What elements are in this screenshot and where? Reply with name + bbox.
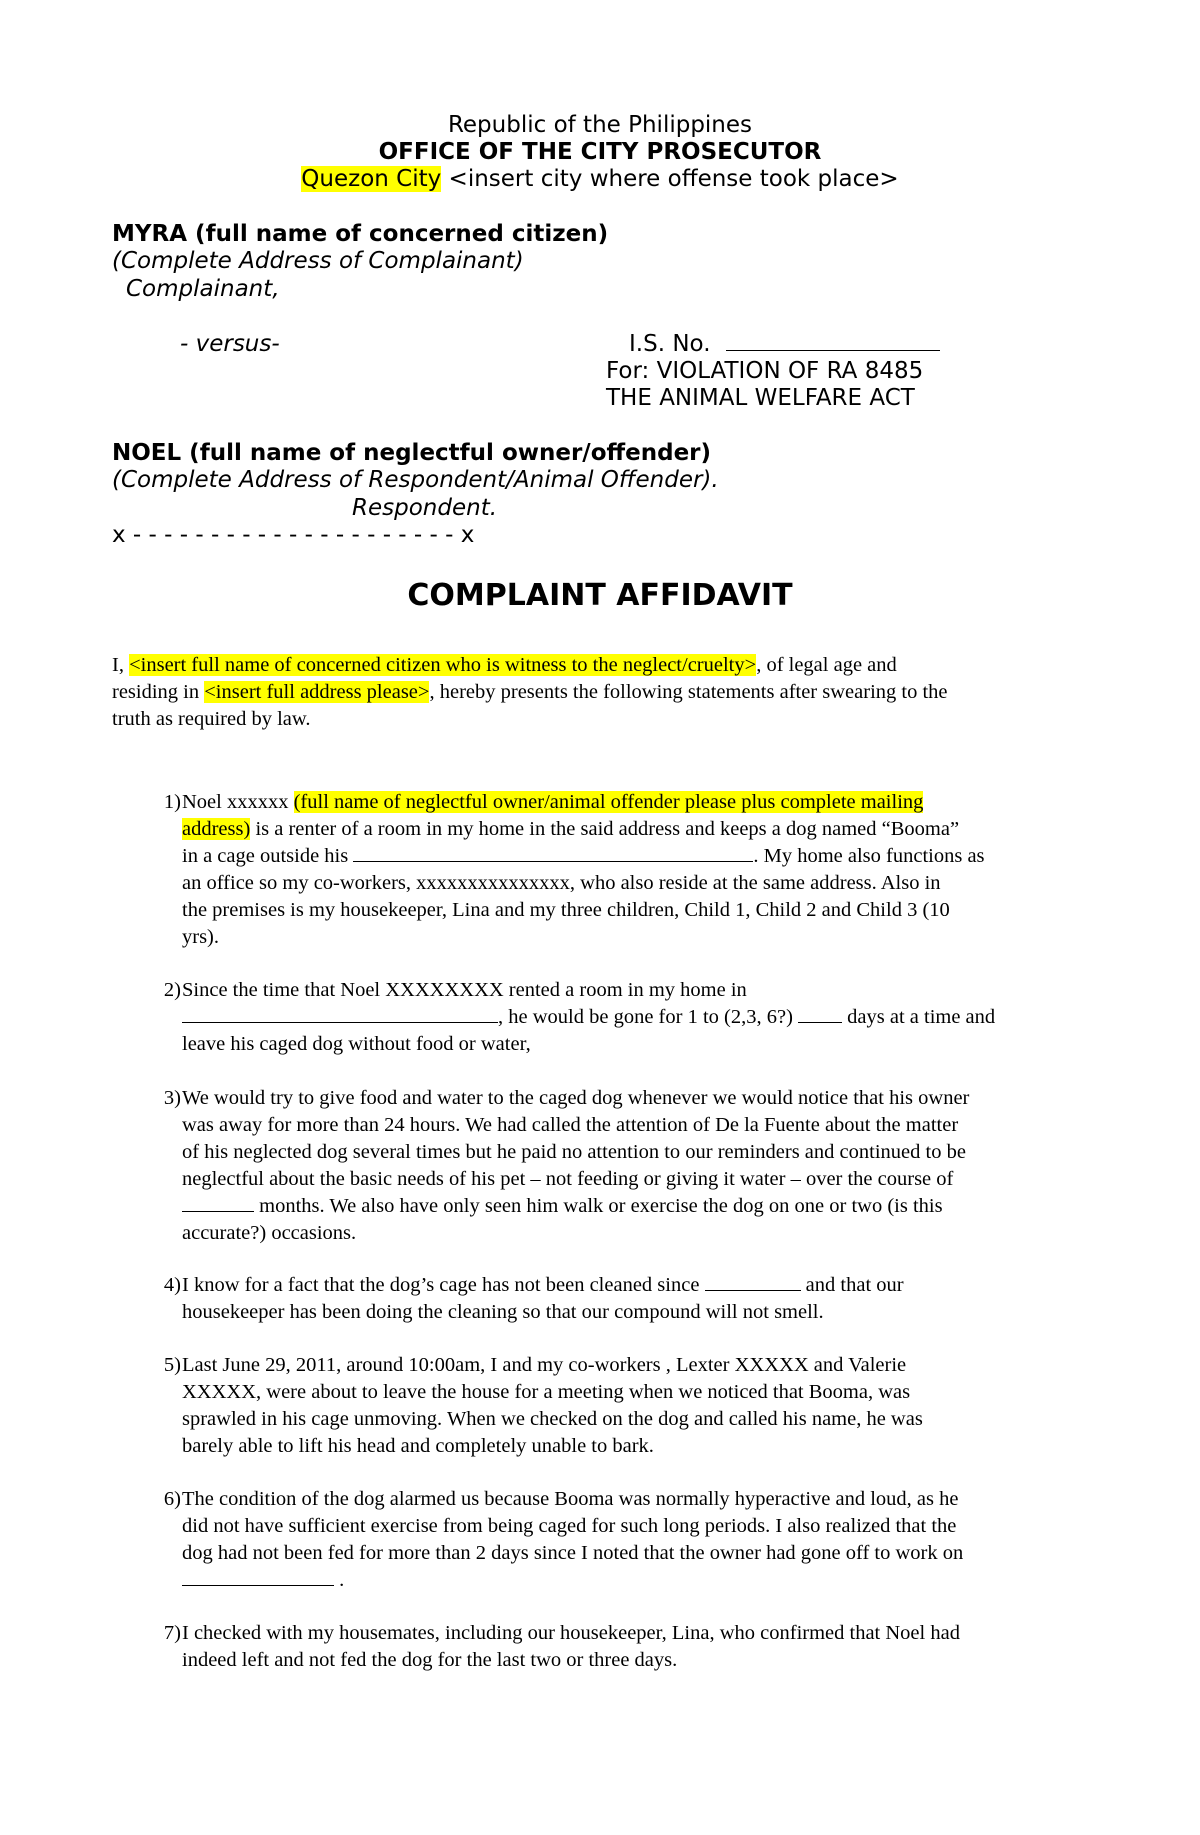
- fill-blank: [353, 843, 753, 862]
- office-line: OFFICE OF THE CITY PROSECUTOR: [378, 139, 822, 165]
- item-line: Last June 29, 2011, around 10:00am, I and my co-workers , Lexter XXXXX and Valerie: [182, 1354, 907, 1376]
- intro-text: , of legal age and: [756, 654, 897, 676]
- versus-line: - versus-: [180, 331, 280, 357]
- complainant-name: MYRA (full name of concerned citizen): [112, 221, 609, 247]
- item-line: Since the time that Noel XXXXXXXX rented a room in my home in: [182, 979, 747, 1001]
- intro-text: , hereby presents the following statements after swearing to the: [429, 681, 948, 703]
- city-note: <insert city where offense took place>: [441, 166, 899, 192]
- respondent-role: Respondent.: [352, 495, 498, 521]
- item-line: indeed left and not fed the dog for the last two or three days.: [182, 1649, 678, 1671]
- item-line: accurate?) occasions.: [182, 1222, 357, 1244]
- intro-text: I,: [112, 654, 130, 676]
- item-line: barely able to lift his head and completely unable to bark.: [182, 1435, 654, 1457]
- intro-text: residing in: [112, 681, 205, 703]
- item-text: [182, 1085, 1092, 1247]
- respondent-name: NOEL (full name of neglectful owner/offender): [112, 440, 712, 466]
- complainant-address: (Complete Address of Complainant): [112, 248, 524, 274]
- item-line: an office so my co-workers, xxxxxxxxxxxxxxx, who also reside at the same address. Also in: [182, 872, 941, 894]
- item-line: I know for a fact that the dog’s cage has not been cleaned since: [182, 1274, 705, 1296]
- offender-highlight: address): [182, 818, 251, 840]
- city-line: [0, 166, 1200, 193]
- offender-highlight: (full name of neglectful owner/animal offender please plus complete mailing: [293, 791, 924, 813]
- violation-line: For: VIOLATION OF RA 8485: [606, 358, 924, 384]
- fill-blank: [182, 1193, 254, 1212]
- item-number: 6): [163, 1488, 181, 1510]
- item-line: the premises is my housekeeper, Lina and my three children, Child 1, Child 2 and Child 3 (10: [182, 899, 950, 921]
- is-no-blank: [726, 332, 940, 351]
- item-number: 3): [163, 1087, 181, 1109]
- item-line: did not have sufficient exercise from being caged for such long periods. I also realized that the: [182, 1515, 957, 1537]
- item-line: , he would be gone for 1 to (2,3, 6?): [498, 1006, 799, 1028]
- item-line: and that our: [800, 1274, 904, 1296]
- item-line: leave his caged dog without food or water,: [182, 1033, 531, 1055]
- item-line: days at a time and: [842, 1006, 996, 1028]
- is-no-line: [629, 331, 940, 358]
- item-line: . My home also functions as: [753, 845, 985, 867]
- item-text: [182, 1620, 1092, 1674]
- caption-separator: x - - - - - - - - - - - - - - - - - - - - - x: [112, 522, 475, 548]
- item-line: .: [334, 1569, 345, 1591]
- republic-line: Republic of the Philippines: [447, 112, 753, 138]
- item-text: [182, 1272, 1092, 1326]
- city-highlight: Quezon City: [301, 166, 442, 192]
- item-line: Noel xxxxxx: [182, 791, 294, 813]
- item-text: [182, 1352, 1092, 1460]
- item-number: 5): [163, 1354, 181, 1376]
- is-no-label: I.S. No.: [629, 331, 711, 357]
- item-line: sprawled in his cage unmoving. When we checked on the dog and called his name, he was: [182, 1408, 923, 1430]
- item-number: 2): [163, 979, 181, 1001]
- item-line: dog had not been fed for more than 2 days since I noted that the owner had gone off to work on: [182, 1542, 964, 1564]
- item-line: I checked with my housemates, including our housekeeper, Lina, who confirmed that Noel had: [182, 1622, 960, 1644]
- item-line: was away for more than 24 hours. We had called the attention of De la Fuente about the matter: [182, 1114, 959, 1136]
- fill-blank: [182, 1567, 334, 1586]
- fill-blank: [798, 1004, 842, 1023]
- intro-name-highlight: <insert full name of concerned citizen who is witness to the neglect/cruelty>: [129, 654, 757, 676]
- intro-paragraph: [112, 652, 1072, 733]
- item-line: in a cage outside his: [182, 845, 354, 867]
- item-line: housekeeper has been doing the cleaning so that our compound will not smell.: [182, 1301, 824, 1323]
- fill-blank: [182, 1004, 498, 1023]
- item-line: is a renter of a room in my home in the said address and keeps a dog named “Booma”: [250, 818, 960, 840]
- intro-line-1: [112, 652, 1072, 679]
- item-line: neglectful about the basic needs of his pet – not feeding or giving it water – over the course of: [182, 1168, 954, 1190]
- item-text: [182, 977, 1092, 1058]
- respondent-address: (Complete Address of Respondent/Animal Offender).: [112, 467, 719, 493]
- item-line: yrs).: [182, 926, 220, 948]
- intro-line-2: [112, 679, 1072, 706]
- item-line: XXXXX, were about to leave the house for a meeting when we noticed that Booma, was: [182, 1381, 911, 1403]
- act-line: THE ANIMAL WELFARE ACT: [606, 385, 915, 411]
- fill-blank: [705, 1272, 801, 1291]
- item-line: The condition of the dog alarmed us because Booma was normally hyperactive and loud, as he: [182, 1488, 959, 1510]
- item-text: [182, 1486, 1092, 1594]
- item-number: 1): [163, 791, 181, 813]
- item-line: months. We also have only seen him walk or exercise the dog on one or two (is this: [254, 1195, 943, 1217]
- intro-line-3: truth as required by law.: [112, 708, 311, 730]
- item-line: of his neglected dog several times but he paid no attention to our reminders and continued to be: [182, 1141, 966, 1163]
- complainant-role: Complainant,: [126, 276, 280, 302]
- document-title: COMPLAINT AFFIDAVIT: [407, 578, 793, 613]
- item-number: 4): [163, 1274, 181, 1296]
- item-number: 7): [163, 1622, 181, 1644]
- intro-address-highlight: <insert full address please>: [204, 681, 430, 703]
- item-text: [182, 789, 1092, 951]
- item-line: We would try to give food and water to the caged dog whenever we would notice that his owner: [182, 1087, 970, 1109]
